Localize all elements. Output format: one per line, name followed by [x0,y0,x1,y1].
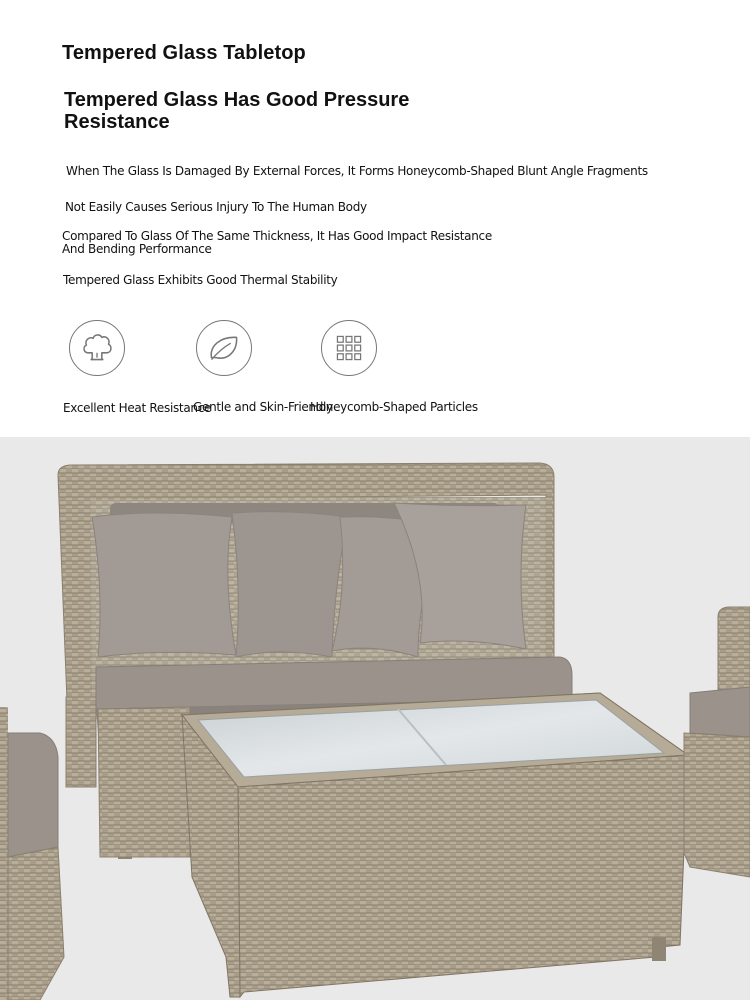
badge-label: Honeycomb-Shaped Particles [310,400,478,414]
product-photo [0,437,750,1000]
feature-text: Tempered Glass Exhibits Good Thermal Stability [63,273,338,287]
page-title: Tempered Glass Tabletop [62,42,306,64]
page-subtitle: Tempered Glass Has Good Pressure Resistance [64,89,410,133]
feature-text: Not Easily Causes Serious Injury To The Human Body [65,200,367,214]
badge-label: Gentle and Skin-Friendly [193,400,333,414]
feature-text: When The Glass Is Damaged By External Forces, It Forms Honeycomb-Shaped Blunt Angle Fragments [66,164,648,178]
badge-label: Excellent Heat Resistance [63,401,212,415]
feature-text: Compared To Glass Of The Same Thickness, It Has Good Impact Resistance And Bending Performance [62,229,492,256]
leaf-icon [196,320,252,376]
grid-particles-icon [321,320,377,376]
heat-resistance-icon [69,320,125,376]
